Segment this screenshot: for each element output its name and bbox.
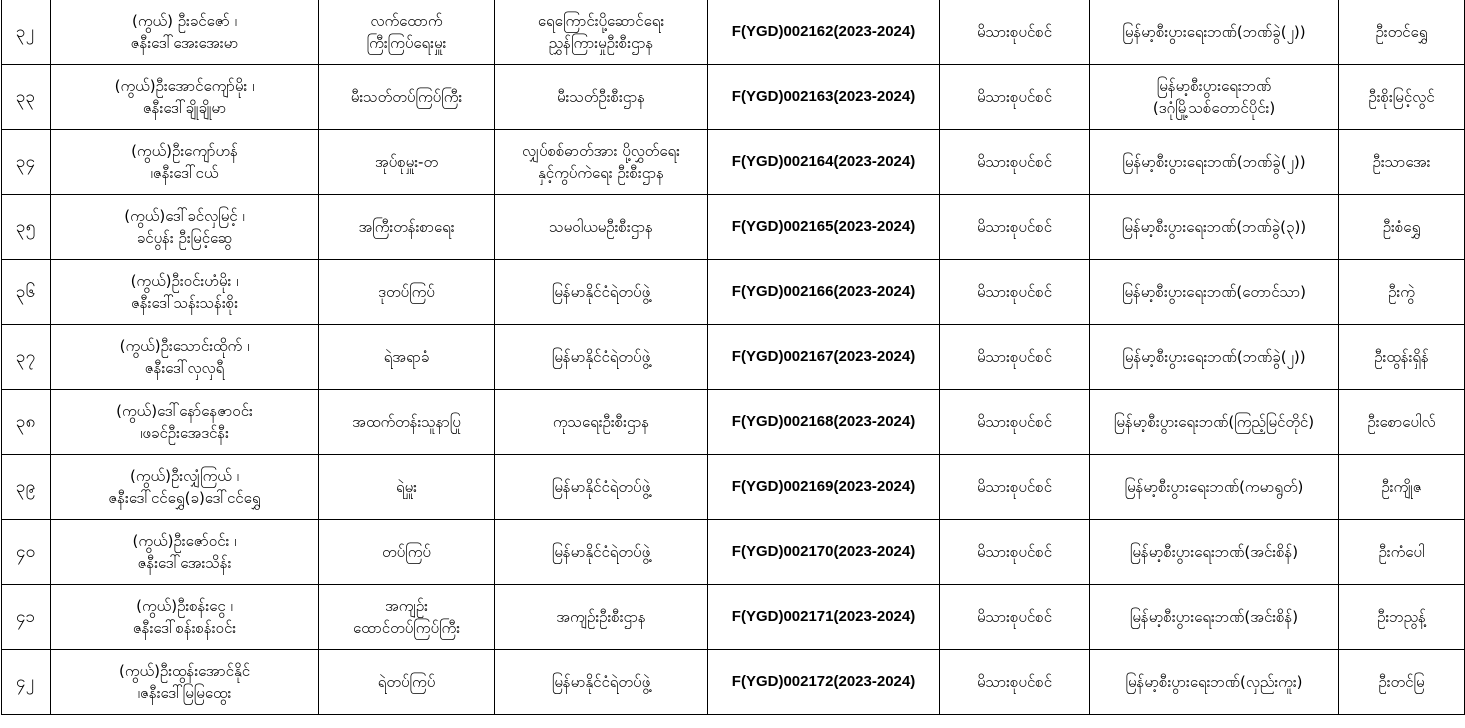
- pension-type-text: မိသားစုပင်စင်: [976, 413, 1053, 431]
- department-cell: [495, 520, 708, 585]
- table-row: [2, 260, 1465, 325]
- officer-text: ဦးသာအေး: [1372, 153, 1431, 171]
- row-number-cell: [2, 195, 51, 260]
- pension-type-cell: [940, 0, 1090, 65]
- bank-office-text: မြန်မာ့စီးပွားရေးဘဏ်(ကမာရွတ်): [1124, 478, 1304, 496]
- officer-cell: [1339, 0, 1465, 65]
- officer-text: ဦးတင်မြ: [1378, 673, 1425, 691]
- department-cell: [495, 585, 708, 650]
- row-number-text: ၃၃: [16, 87, 36, 107]
- name-text: (ကွယ်)ဦးဇော်ဝင်း ၊: [132, 532, 237, 550]
- row-number-cell: [2, 520, 51, 585]
- pension-type-text: မိသားစုပင်စင်: [976, 543, 1053, 561]
- name-text: (ကွယ်)ဦးအောင်ကျော်မိုး ၊: [114, 77, 255, 95]
- rank-text: မီးသတ်တပ်ကြပ်ကြီး: [350, 88, 463, 106]
- officer-cell: [1339, 520, 1465, 585]
- bank-office-text: မြန်မာ့စီးပွားရေးဘဏ်(အင်းစိန်): [1129, 608, 1299, 626]
- name-text: ၊ဇနီးဒေါ်ငယ်: [150, 164, 219, 182]
- officer-text: ဦးစောပေါလ်: [1367, 413, 1436, 431]
- row-number-cell: [2, 455, 51, 520]
- pension-code-cell: [708, 0, 940, 65]
- name-text: (ကွယ်)ဒေါ်ခင်လှမြင့် ၊: [124, 207, 245, 225]
- table-row: [2, 520, 1465, 585]
- name-text: ဇနီးဒေါ်သန်းသန်းစိုး: [130, 294, 239, 312]
- bank-office-cell: [1090, 260, 1339, 325]
- table-row: [2, 650, 1465, 715]
- bank-office-cell: [1090, 650, 1339, 715]
- rank-cell: [319, 325, 495, 390]
- row-number-cell: [2, 130, 51, 195]
- rank-cell: [319, 455, 495, 520]
- department-text: မီးသတ်ဦးစီးဌာန: [556, 88, 646, 106]
- name-text: ဇနီးဒေါ်စန်းစန်းဝင်း: [132, 619, 237, 637]
- bank-office-text: မြန်မာ့စီးပွားရေးဘဏ်(အင်းစိန်): [1129, 543, 1299, 561]
- officer-cell: [1339, 390, 1465, 455]
- bank-office-cell: [1090, 390, 1339, 455]
- officer-cell: [1339, 65, 1465, 130]
- officer-text: ဦးစံရွှေ: [1382, 218, 1421, 236]
- row-number-cell: [2, 0, 51, 65]
- pension-code-cell: [708, 650, 940, 715]
- rank-text: အကြီးတန်းစာရေး: [358, 218, 455, 236]
- row-number-text: ၃၄: [16, 152, 36, 172]
- row-number-cell: [2, 260, 51, 325]
- name-cell: [51, 455, 319, 520]
- name-cell: [51, 585, 319, 650]
- department-text: အကျဉ်းဦးစီးဌာန: [556, 608, 646, 626]
- row-number-text: ၃၈: [16, 412, 36, 432]
- name-text: (ကွယ်)ဦးစန်းငွေ ၊: [136, 597, 233, 615]
- name-text: ၊ဇနီးဒေါ်မြမြထွေး: [137, 684, 232, 702]
- department-text: ရေကြောင်းပို့ဆောင်ရေး: [537, 12, 665, 30]
- pension-type-text: မိသားစုပင်စင်: [976, 478, 1053, 496]
- department-text: မြန်မာနိုင်ငံရဲတပ်ဖွဲ့: [551, 348, 651, 366]
- department-text: ညွှန်ကြားမှုဦးစီးဌာန: [548, 34, 654, 52]
- name-text: (ကွယ်) ဦးခင်ဇော် ၊: [132, 12, 237, 30]
- pension-code-text: F(YGD)002164(2023-2024): [731, 153, 916, 170]
- pension-type-text: မိသားစုပင်စင်: [976, 348, 1053, 366]
- pension-type-cell: [940, 325, 1090, 390]
- pension-type-text: မိသားစုပင်စင်: [976, 153, 1053, 171]
- department-cell: [495, 325, 708, 390]
- row-number-text: ၃၉: [16, 477, 36, 497]
- pension-type-text: မိသားစုပင်စင်: [976, 283, 1053, 301]
- row-number-text: ၄၂: [16, 672, 34, 692]
- department-cell: [495, 130, 708, 195]
- pension-code-cell: [708, 390, 940, 455]
- pension-code-text: F(YGD)002162(2023-2024): [731, 23, 916, 40]
- pension-code-cell: [708, 325, 940, 390]
- table-row: [2, 130, 1465, 195]
- officer-text: ဦးတင်ရွှေ: [1375, 23, 1428, 41]
- department-text: သမဝါယမဦးစီးဌာန: [549, 218, 653, 236]
- pension-type-text: မိသားစုပင်စင်: [976, 88, 1053, 106]
- name-text: (ကွယ်)ဦးသောင်းထိုက် ၊: [119, 337, 250, 355]
- department-text: မြန်မာနိုင်ငံရဲတပ်ဖွဲ့: [551, 478, 651, 496]
- table-row: [2, 65, 1465, 130]
- row-number-cell: [2, 390, 51, 455]
- table-body: [2, 0, 1465, 715]
- officer-cell: [1339, 455, 1465, 520]
- name-cell: [51, 0, 319, 65]
- rank-text: အုပ်စုမှူး-တ: [374, 153, 439, 171]
- row-number-text: ၄၀: [16, 542, 36, 562]
- pension-code-text: F(YGD)002172(2023-2024): [731, 673, 916, 690]
- department-text: မြန်မာနိုင်ငံရဲတပ်ဖွဲ့: [551, 283, 651, 301]
- department-cell: [495, 455, 708, 520]
- name-cell: [51, 650, 319, 715]
- rank-text: လက်ထောက်: [370, 12, 443, 30]
- rank-cell: [319, 390, 495, 455]
- rank-cell: [319, 65, 495, 130]
- pension-type-text: မိသားစုပင်စင်: [976, 673, 1053, 691]
- rank-cell: [319, 195, 495, 260]
- row-number-cell: [2, 585, 51, 650]
- department-text: ကုသရေးဦးစီးဌာန: [552, 413, 650, 431]
- table-row: [2, 195, 1465, 260]
- department-text: မြန်မာနိုင်ငံရဲတပ်ဖွဲ့: [551, 543, 651, 561]
- officer-text: ဦးစိုးမြင့်လွင်: [1368, 88, 1435, 106]
- table-row: [2, 325, 1465, 390]
- pension-type-text: မိသားစုပင်စင်: [976, 23, 1053, 41]
- pension-table: [1, 0, 1465, 715]
- bank-office-cell: [1090, 585, 1339, 650]
- bank-office-cell: [1090, 0, 1339, 65]
- rank-cell: [319, 650, 495, 715]
- name-cell: [51, 65, 319, 130]
- department-cell: [495, 0, 708, 65]
- rank-cell: [319, 585, 495, 650]
- pension-code-cell: [708, 520, 940, 585]
- name-text: (ကွယ်)ဦးထွန်းအောင်နိုင်: [118, 662, 251, 680]
- name-text: (ကွယ်)ဦးကျော်ဟန်: [131, 142, 238, 160]
- name-cell: [51, 195, 319, 260]
- pension-code-cell: [708, 195, 940, 260]
- officer-text: ဦးထွန်းရှိန်: [1374, 348, 1429, 366]
- officer-cell: [1339, 260, 1465, 325]
- officer-text: ဦးဘညွန့်: [1377, 608, 1426, 626]
- officer-cell: [1339, 130, 1465, 195]
- name-cell: [51, 325, 319, 390]
- pension-code-text: F(YGD)002166(2023-2024): [731, 283, 916, 300]
- bank-office-cell: [1090, 65, 1339, 130]
- pension-type-text: မိသားစုပင်စင်: [976, 218, 1053, 236]
- department-cell: [495, 260, 708, 325]
- department-cell: [495, 390, 708, 455]
- name-text: ဇနီးဒေါ်အေးအေးမာ: [130, 34, 239, 52]
- name-text: ဇနီးဒေါ်ချိုချိုမာ: [142, 99, 227, 117]
- pension-code-text: F(YGD)002167(2023-2024): [731, 348, 916, 365]
- row-number-text: ၃၅: [16, 217, 36, 237]
- bank-office-cell: [1090, 325, 1339, 390]
- rank-text: အကျဉ်း: [385, 597, 428, 615]
- pension-code-text: F(YGD)002169(2023-2024): [731, 478, 916, 495]
- bank-office-text: မြန်မာ့စီးပွားရေးဘဏ်(လှည်းကူး): [1125, 673, 1303, 691]
- row-number-cell: [2, 325, 51, 390]
- pension-type-text: မိသားစုပင်စင်: [976, 608, 1053, 626]
- bank-office-text: မြန်မာ့စီးပွားရေးဘဏ်(တောင်သာ): [1121, 283, 1307, 301]
- name-text: ဇနီးဒေါ်အေးသိန်း: [137, 554, 232, 572]
- row-number-text: ၃၇: [16, 347, 36, 367]
- rank-text: ထောင်တပ်ကြပ်ကြီး: [352, 619, 461, 637]
- pension-code-text: F(YGD)002165(2023-2024): [731, 218, 916, 235]
- name-text: (ကွယ်)ဒေါ်နော်နေဇာဝင်း: [116, 402, 253, 420]
- bank-office-text: မြန်မာ့စီးပွားရေးဘဏ်(ဘဏ်ခွဲ(၂)): [1122, 23, 1306, 41]
- rank-cell: [319, 520, 495, 585]
- rank-text: ရဲအရာခံ: [383, 348, 430, 366]
- pension-type-cell: [940, 130, 1090, 195]
- rank-text: တပ်ကြပ်: [382, 543, 431, 561]
- row-number-text: ၃၂: [16, 22, 34, 42]
- pension-code-text: F(YGD)002171(2023-2024): [731, 608, 916, 625]
- table-row: [2, 390, 1465, 455]
- pension-type-cell: [940, 455, 1090, 520]
- name-cell: [51, 390, 319, 455]
- name-text: (ကွယ်)ဦးလျှံကြယ် ၊: [130, 467, 239, 485]
- officer-text: ဦးကံပေါ: [1378, 543, 1425, 561]
- officer-text: ဦးကွဲ: [1388, 283, 1415, 301]
- row-number-text: ၃၆: [16, 282, 36, 302]
- row-number-cell: [2, 650, 51, 715]
- pension-type-cell: [940, 520, 1090, 585]
- department-text: မြန်မာနိုင်ငံရဲတပ်ဖွဲ့: [551, 673, 651, 691]
- pension-type-cell: [940, 650, 1090, 715]
- table-row: [2, 455, 1465, 520]
- pension-type-cell: [940, 260, 1090, 325]
- department-text: လျှပ်စစ်ဓာတ်အား ပို့လွှတ်ရေး: [522, 142, 680, 160]
- table-row: [2, 0, 1465, 65]
- department-cell: [495, 65, 708, 130]
- name-cell: [51, 130, 319, 195]
- department-cell: [495, 195, 708, 260]
- pension-code-cell: [708, 65, 940, 130]
- officer-cell: [1339, 585, 1465, 650]
- rank-text: အထက်တန်းသူနာပြု: [352, 413, 461, 431]
- bank-office-cell: [1090, 520, 1339, 585]
- bank-office-text: မြန်မာ့စီးပွားရေးဘဏ်(ဘဏ်ခွဲ(၃)): [1121, 218, 1307, 236]
- name-text: (ကွယ်)ဦးဝင်းဟံမိုး ၊: [130, 272, 239, 290]
- rank-text: ကြီးကြပ်ရေးမှူး: [366, 34, 447, 52]
- bank-office-text: မြန်မာ့စီးပွားရေးဘဏ်: [1156, 77, 1272, 95]
- pension-type-cell: [940, 390, 1090, 455]
- officer-text: ဦးကျိုဇ: [1381, 478, 1422, 496]
- pension-code-text: F(YGD)002170(2023-2024): [731, 543, 916, 560]
- pension-type-cell: [940, 585, 1090, 650]
- rank-text: ရဲမှူး: [396, 478, 417, 496]
- name-text: ၊ဖခင်ဦးအေဒင်နီး: [140, 424, 229, 442]
- pension-code-cell: [708, 130, 940, 195]
- bank-office-cell: [1090, 455, 1339, 520]
- pension-code-text: F(YGD)002163(2023-2024): [731, 88, 916, 105]
- officer-cell: [1339, 195, 1465, 260]
- bank-office-text: မြန်မာ့စီးပွားရေးဘဏ်(ဘဏ်ခွဲ(၂)): [1122, 348, 1306, 366]
- bank-office-text: (ဒဂုံမြို့သစ်တောင်ပိုင်း): [1152, 99, 1276, 117]
- bank-office-text: မြန်မာ့စီးပွားရေးဘဏ်(ဘဏ်ခွဲ(၂)): [1122, 153, 1306, 171]
- rank-cell: [319, 260, 495, 325]
- pension-code-cell: [708, 455, 940, 520]
- name-text: ခင်ပွန်း ဦးမြင့်ဆွေ: [136, 229, 233, 247]
- table-row: [2, 585, 1465, 650]
- name-text: ဇနီးဒေါ်လှလှရီ: [144, 359, 225, 377]
- pension-type-cell: [940, 65, 1090, 130]
- pension-code-cell: [708, 260, 940, 325]
- name-cell: [51, 520, 319, 585]
- rank-text: ရဲတပ်ကြပ်: [377, 673, 436, 691]
- name-cell: [51, 260, 319, 325]
- rank-text: ဒုတပ်ကြပ်: [378, 283, 435, 301]
- department-text: နှင့်ကွပ်ကဲရေး ဦးစီးဌာန: [538, 164, 664, 182]
- officer-cell: [1339, 650, 1465, 715]
- department-cell: [495, 650, 708, 715]
- rank-cell: [319, 130, 495, 195]
- officer-cell: [1339, 325, 1465, 390]
- bank-office-text: မြန်မာ့စီးပွားရေးဘဏ်(ကြည့်မြင်တိုင်): [1113, 413, 1315, 431]
- row-number-cell: [2, 65, 51, 130]
- pension-code-cell: [708, 585, 940, 650]
- row-number-text: ၄၁: [16, 607, 36, 627]
- name-text: ဇနီးဒေါ်ငင်ရွှေ(ခ)ဒေါ်ငင်ရွှေ: [108, 489, 261, 507]
- pension-code-text: F(YGD)002168(2023-2024): [731, 413, 916, 430]
- bank-office-cell: [1090, 130, 1339, 195]
- bank-office-cell: [1090, 195, 1339, 260]
- rank-cell: [319, 0, 495, 65]
- pension-type-cell: [940, 195, 1090, 260]
